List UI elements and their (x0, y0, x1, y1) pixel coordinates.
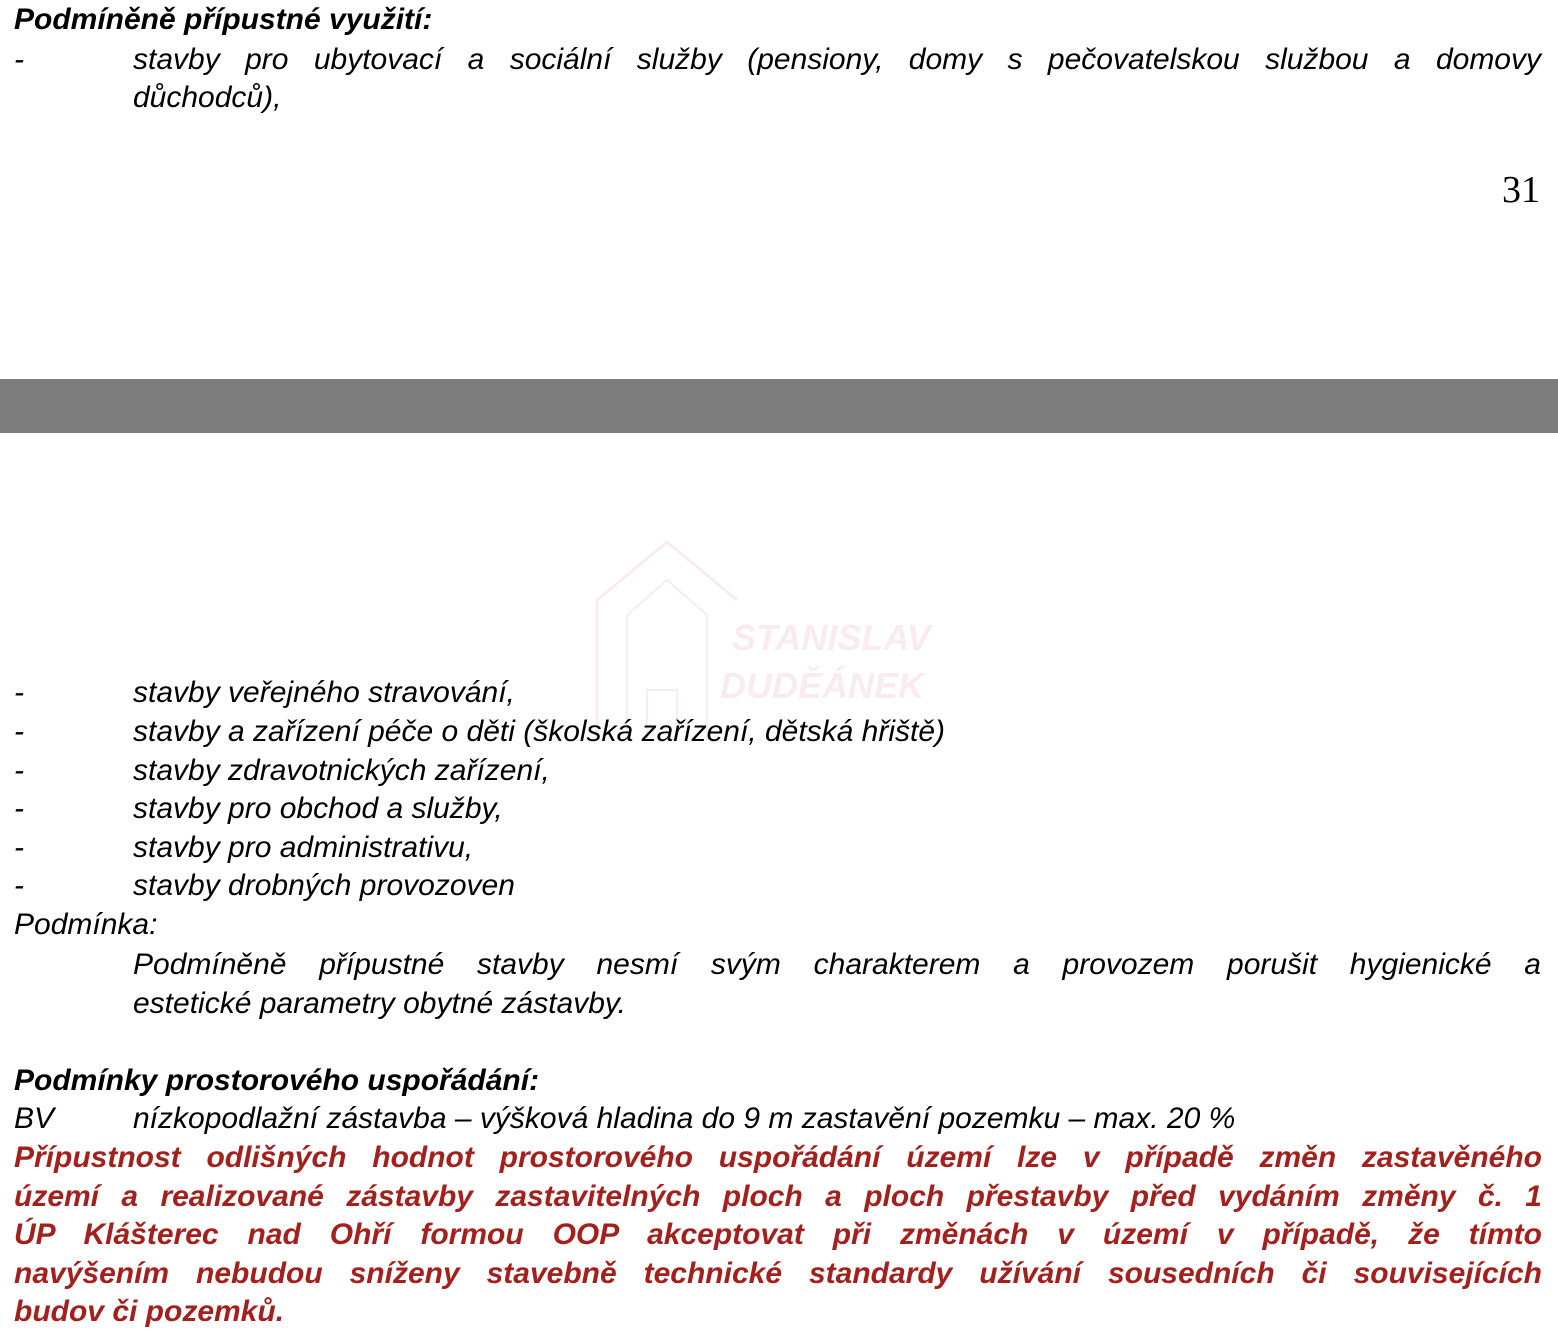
bullet-dash: - (14, 869, 24, 902)
bullet-dash: - (14, 43, 24, 76)
list-item-childcare: stavby a zařízení péče o děti (školská zařízení, dětská hřiště) (133, 715, 946, 748)
bullet-dash: - (14, 792, 24, 825)
condition-text-line1: Podmíněně přípustné stavby nesmí svým charakterem a provozem porušit hygienické a (133, 948, 1541, 981)
spatial-code: BV (14, 1102, 55, 1135)
list-item-small-workshops: stavby drobných provozoven (133, 869, 515, 902)
bullet-dash: - (14, 831, 24, 864)
list-item-accommodation-line1: stavby pro ubytovací a sociální služby (pensiony, domy s pečovatelskou službou a domovy (133, 43, 1541, 76)
list-item-accommodation-line2: důchodců), (133, 81, 282, 114)
list-item-commerce: stavby pro obchod a služby, (133, 792, 503, 825)
amendment-line: ÚP Klášterec nad Ohří formou OOP akceptovat při změnách v území v případě, že tímto (14, 1218, 1542, 1251)
section-heading-conditional-use: Podmíněně přípustné využití: (14, 3, 433, 36)
amendment-line: území a realizované zástavby zastavitelných ploch a ploch přestavby před vydáním změny č. 1 (14, 1179, 1542, 1213)
watermark-text-line1: STANISLAV (732, 617, 931, 658)
bullet-dash: - (14, 715, 24, 748)
page-break-band (0, 379, 1558, 433)
watermark-text-line2: DUDĚÁNEK (720, 665, 925, 706)
list-item-administration: stavby pro administrativu, (133, 831, 474, 864)
section-heading-spatial: Podmínky prostorového uspořádání: (14, 1064, 540, 1097)
watermark-logo (592, 540, 1012, 740)
spatial-description: nízkopodlažní zástavba – výšková hladina do 9 m zastavění pozemku – max. 20 % (133, 1102, 1236, 1135)
amendment-line: budov či pozemků. (14, 1295, 285, 1328)
amendment-line: Přípustnost odlišných hodnot prostorového uspořádání území lze v případě změn zastavěného (14, 1141, 1542, 1174)
bullet-dash: - (14, 676, 24, 709)
amendment-paragraph (14, 1139, 1542, 1332)
bullet-dash: - (14, 754, 24, 787)
condition-label: Podmínka: (14, 908, 158, 941)
page-number: 31 (1502, 169, 1540, 211)
condition-text-line2: estetické parametry obytné zástavby. (133, 987, 627, 1020)
list-item-healthcare: stavby zdravotnických zařízení, (133, 754, 550, 787)
list-item-catering: stavby veřejného stravování, (133, 676, 515, 709)
amendment-line: navýšením nebudou sníženy stavebně technické standardy užívání sousedních či souvisejících (14, 1256, 1542, 1290)
